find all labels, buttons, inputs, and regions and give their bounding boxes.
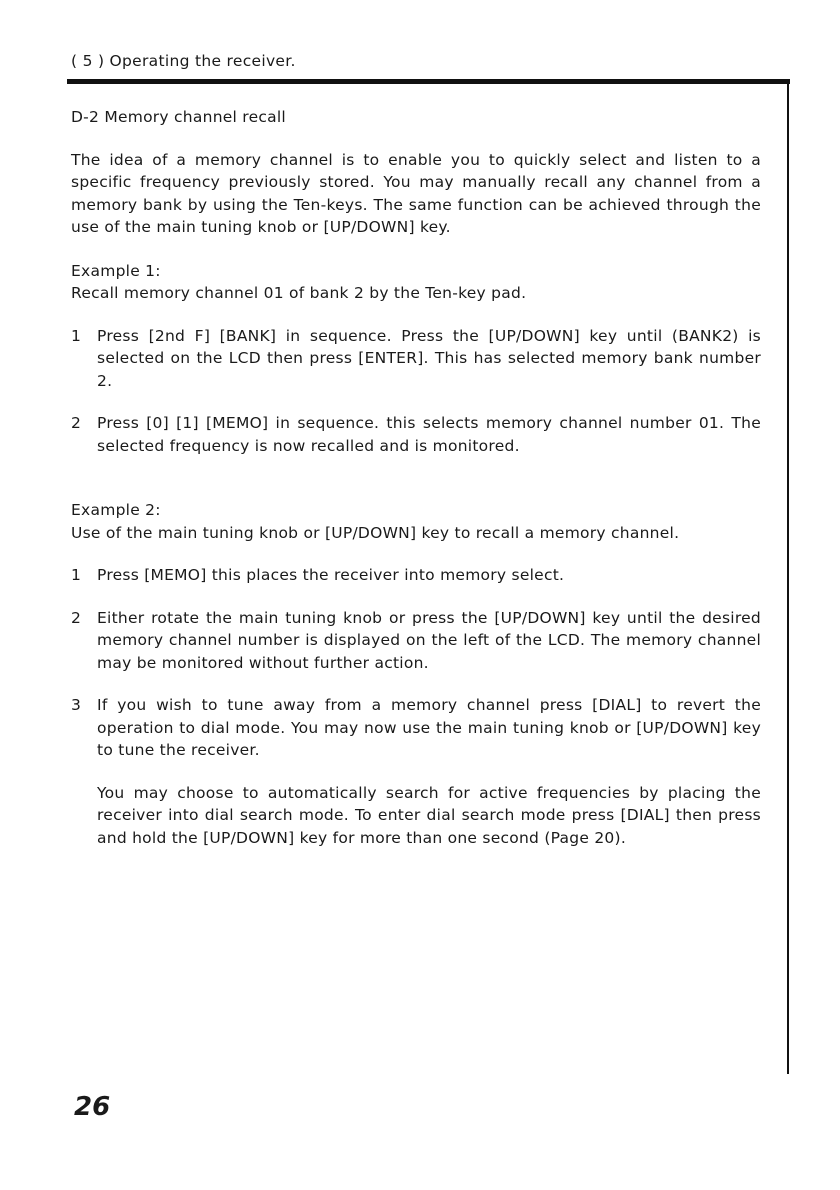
step-text: Press [2nd F] [BANK] in sequence. Press the [UP/DOWN] key until (BANK2) is selected on the LCD then press [ENTER]. This has selected memory bank number 2. [97, 326, 761, 390]
spacer [71, 477, 761, 499]
example-2-step [71, 694, 761, 762]
step-number: 1 [71, 566, 82, 584]
step-text: Either rotate the main tuning knob or press the [UP/DOWN] key until the desired memory channel number is displayed on the left of the LCD. The memory channel may be monitored without further action. [97, 608, 761, 672]
example-2-description: Use of the main tuning knob or [UP/DOWN] key to recall a memory channel. [71, 523, 680, 542]
page-content [71, 106, 761, 849]
header-rule [67, 79, 790, 84]
page-header: ( 5 ) Operating the receiver. [71, 52, 296, 70]
dial-search-note: You may choose to automatically search for active frequencies by placing the receiver into dial search mode. To enter dial search mode press [DIAL] then press and hold the [UP/DOWN] key for more than one second (Page 20). [97, 783, 761, 847]
step-number: 2 [71, 414, 82, 432]
step-number: 1 [71, 326, 82, 345]
example-1-description: Recall memory channel 01 of bank 2 by the Ten-key pad. [71, 284, 527, 302]
example-2-title: Example 2: [71, 501, 161, 519]
example-1-title: Example 1: [71, 261, 161, 280]
section-intro: The idea of a memory channel is to enable you to quickly select and listen to a specific frequency previously stored. You may manually recall any channel from a memory bank by using the Ten-keys. The same function can be achieved through the use of the main tuning knob or [UP/DOWN] key. [71, 150, 761, 236]
example-1-step [71, 325, 761, 393]
example-2-steps [71, 564, 761, 762]
example-1-steps [71, 325, 761, 458]
margin-rule [787, 79, 789, 1074]
step-text: Press [0] [1] [MEMO] in sequence. this selects memory channel number 01. The selected frequency is now recalled and is monitored. [97, 414, 761, 455]
step-number: 2 [71, 608, 82, 627]
section-title: D-2 Memory channel recall [71, 108, 286, 126]
step-number: 3 [71, 696, 82, 714]
example-1-step [71, 412, 761, 457]
example-2-step [71, 564, 761, 587]
step-text: If you wish to tune away from a memory channel press [DIAL] to revert the operation to dial mode. You may now use the main tuning knob or [UP/DOWN] key to tune the receiver. [97, 696, 761, 759]
example-2-step [71, 607, 761, 675]
step-text: Press [MEMO] this places the receiver into memory select. [97, 566, 565, 584]
page-number: 26 [74, 1092, 111, 1122]
